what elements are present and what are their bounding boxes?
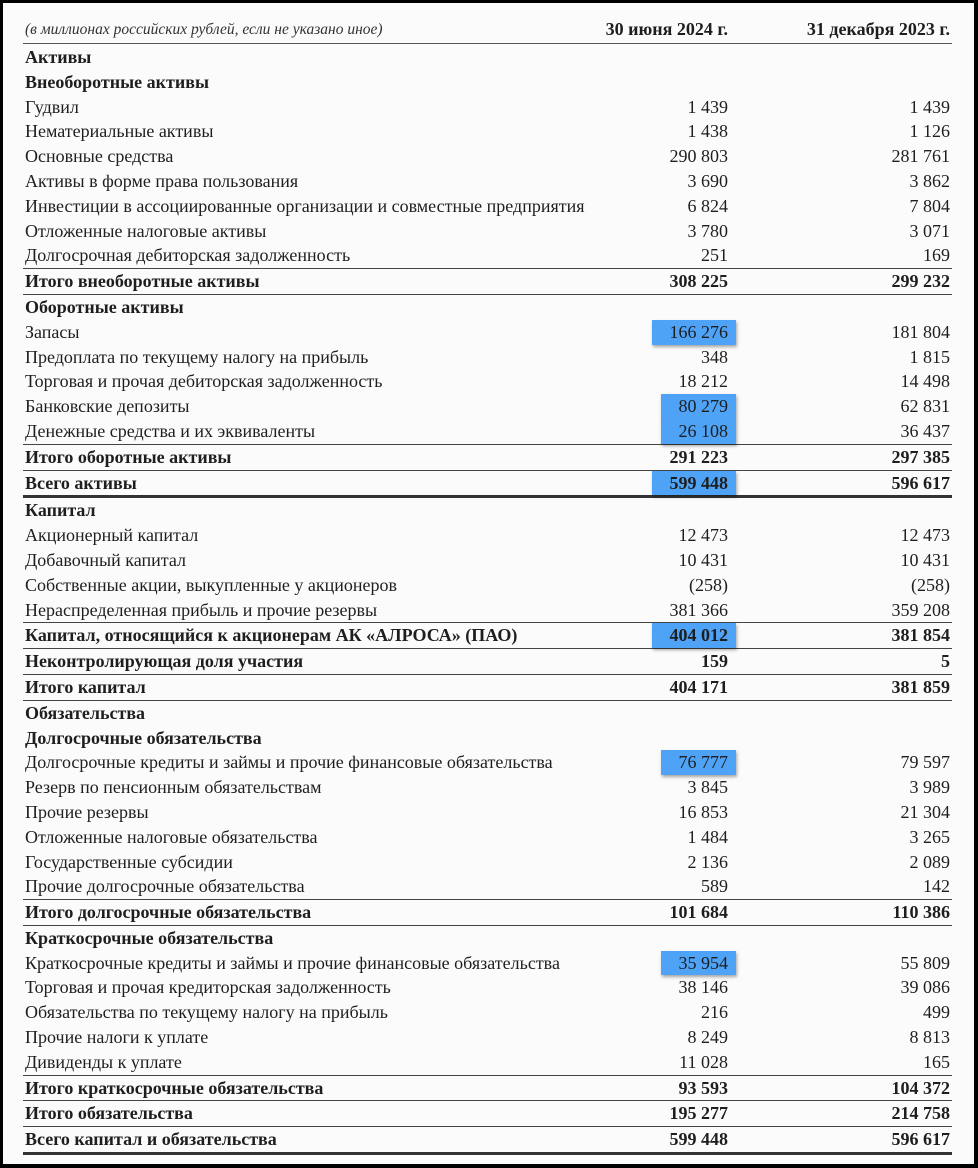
value-2023: 62 831 bbox=[900, 396, 950, 417]
value-2024: 404 171 bbox=[669, 676, 728, 697]
row-label: Долгосрочная дебиторская задолженность bbox=[25, 245, 351, 266]
total-row bbox=[23, 1127, 952, 1155]
section-heading-row bbox=[23, 726, 952, 751]
total-row bbox=[23, 1101, 952, 1127]
row-label: Итого внеоборотные активы bbox=[25, 271, 260, 292]
row-label: Внеоборотные активы bbox=[25, 71, 210, 92]
value-2023: 359 208 bbox=[891, 599, 950, 620]
table-row bbox=[23, 874, 952, 900]
value-2023: 1 126 bbox=[909, 121, 950, 142]
value-2023: (258) bbox=[911, 574, 950, 595]
row-label: Итого капитал bbox=[25, 676, 146, 697]
value-2024: 290 803 bbox=[669, 146, 728, 167]
total-row bbox=[23, 900, 952, 926]
value-2024: 251 bbox=[701, 245, 728, 266]
table-row bbox=[23, 975, 952, 1000]
value-2024: 348 bbox=[701, 346, 728, 367]
highlighted-value-2024: 166 276 bbox=[652, 320, 737, 345]
value-2023: 10 431 bbox=[900, 549, 950, 570]
value-2023: 596 617 bbox=[891, 472, 950, 493]
highlighted-value-2024: 599 448 bbox=[652, 471, 737, 496]
row-label: Добавочный капитал bbox=[25, 549, 186, 570]
row-label: Активы bbox=[25, 47, 92, 67]
table-row bbox=[23, 800, 952, 825]
value-2023: 165 bbox=[923, 1051, 950, 1072]
table-row bbox=[23, 419, 952, 445]
table-row bbox=[23, 951, 952, 976]
total-row bbox=[23, 623, 952, 649]
row-label: Активы в форме права пользования bbox=[25, 170, 299, 191]
row-label: Торговая и прочая дебиторская задолженность bbox=[25, 371, 383, 392]
value-2023: 12 473 bbox=[900, 525, 950, 546]
value-2024: 16 853 bbox=[678, 801, 728, 822]
row-label: Итого краткосрочные обязательства bbox=[25, 1077, 324, 1098]
row-label: Итого долгосрочные обязательства bbox=[25, 902, 312, 923]
value-2024: 2 136 bbox=[687, 851, 728, 872]
value-2023: 55 809 bbox=[900, 952, 950, 973]
total-row bbox=[23, 471, 952, 499]
value-2024: (258) bbox=[689, 574, 728, 595]
total-row bbox=[23, 649, 952, 675]
value-2024: 101 684 bbox=[669, 902, 728, 923]
balance-sheet-page bbox=[3, 3, 974, 1164]
value-2024: 291 223 bbox=[669, 446, 728, 467]
row-label: Основные средства bbox=[25, 146, 174, 167]
row-label: Отложенные налоговые активы bbox=[25, 220, 267, 241]
value-2023: 110 386 bbox=[892, 902, 950, 923]
value-2024: 38 146 bbox=[678, 977, 728, 998]
section-heading-row bbox=[23, 701, 952, 726]
row-label: Обязательства bbox=[25, 702, 146, 723]
section-heading-row bbox=[23, 498, 952, 523]
value-2024: 12 473 bbox=[678, 525, 728, 546]
value-2024: 308 225 bbox=[669, 271, 728, 292]
value-2023: 3 862 bbox=[909, 170, 950, 191]
row-label: Всего капитал и обязательства bbox=[25, 1129, 277, 1150]
value-2024: 589 bbox=[701, 876, 728, 897]
table-row bbox=[23, 144, 952, 169]
value-2024: 93 593 bbox=[678, 1077, 728, 1098]
value-2023: 39 086 bbox=[900, 977, 950, 998]
value-2024: 6 824 bbox=[687, 195, 728, 216]
table-row bbox=[23, 1000, 952, 1025]
table-row bbox=[23, 219, 952, 244]
value-2023: 381 854 bbox=[891, 625, 950, 646]
table-row bbox=[23, 95, 952, 120]
row-label: Резерв по пенсионным обязательствам bbox=[25, 777, 322, 798]
highlighted-value-2024: 80 279 bbox=[661, 394, 737, 419]
section-heading-row bbox=[23, 295, 952, 320]
row-label: Прочие налоги к уплате bbox=[25, 1027, 209, 1048]
total-row bbox=[23, 1076, 952, 1102]
value-2023: 79 597 bbox=[900, 752, 950, 773]
table-row bbox=[23, 394, 952, 419]
highlighted-value-2024: 404 012 bbox=[652, 623, 737, 648]
total-row bbox=[23, 269, 952, 295]
section-heading-row bbox=[23, 926, 952, 951]
table-header bbox=[23, 17, 952, 44]
column-header-2023: 31 декабря 2023 г. bbox=[806, 19, 950, 39]
value-2023: 299 232 bbox=[891, 271, 950, 292]
value-2024: 3 845 bbox=[687, 777, 728, 798]
row-label: Итого оборотные активы bbox=[25, 446, 232, 467]
value-2023: 214 758 bbox=[891, 1103, 950, 1124]
value-2023: 14 498 bbox=[900, 371, 950, 392]
row-label: Прочие резервы bbox=[25, 801, 149, 822]
section-heading-row bbox=[23, 70, 952, 95]
total-row bbox=[23, 675, 952, 701]
table-row bbox=[23, 119, 952, 144]
row-label: Банковские депозиты bbox=[25, 396, 190, 417]
total-row bbox=[23, 445, 952, 471]
table-row bbox=[23, 369, 952, 394]
value-2023: 169 bbox=[923, 245, 950, 266]
table-row bbox=[23, 825, 952, 850]
row-label: Долгосрочные обязательства bbox=[25, 727, 262, 748]
value-2023: 596 617 bbox=[891, 1129, 950, 1150]
row-label: Неконтролирующая доля участия bbox=[25, 651, 304, 672]
highlighted-value-2024: 76 777 bbox=[661, 750, 737, 775]
table-row bbox=[23, 345, 952, 370]
row-label: Государственные субсидии bbox=[25, 851, 233, 872]
row-label: Дивиденды к уплате bbox=[25, 1051, 182, 1072]
row-label: Долгосрочные кредиты и займы и прочие финансовые обязательства bbox=[25, 752, 553, 773]
value-2023: 3 265 bbox=[909, 826, 950, 847]
row-label: Прочие долгосрочные обязательства bbox=[25, 876, 305, 897]
row-label: Собственные акции, выкупленные у акционеров bbox=[25, 574, 398, 595]
value-2024: 159 bbox=[701, 651, 728, 672]
value-2024: 381 366 bbox=[669, 599, 728, 620]
table-row bbox=[23, 194, 952, 219]
row-label: Предоплата по текущему налогу на прибыль bbox=[25, 346, 369, 367]
value-2023: 1 439 bbox=[909, 96, 950, 117]
highlighted-value-2024: 35 954 bbox=[661, 951, 737, 976]
section-heading-row bbox=[23, 45, 952, 70]
row-label: Нераспределенная прибыль и прочие резервы bbox=[25, 599, 378, 620]
row-label: Отложенные налоговые обязательства bbox=[25, 826, 318, 847]
row-label: Гудвил bbox=[25, 96, 79, 117]
table-row bbox=[23, 573, 952, 598]
value-2024: 1 484 bbox=[687, 826, 728, 847]
balance-sheet-table bbox=[23, 45, 952, 1155]
value-2024: 11 028 bbox=[679, 1051, 728, 1072]
value-2023: 21 304 bbox=[900, 801, 950, 822]
value-2023: 1 815 bbox=[909, 346, 950, 367]
value-2024: 1 438 bbox=[687, 121, 728, 142]
table-row bbox=[23, 169, 952, 194]
row-label: Торговая и прочая кредиторская задолженность bbox=[25, 977, 391, 998]
value-2023: 7 804 bbox=[909, 195, 950, 216]
table-row bbox=[23, 598, 952, 624]
value-2024: 3 690 bbox=[687, 170, 728, 191]
table-row bbox=[23, 850, 952, 875]
value-2023: 36 437 bbox=[900, 420, 950, 441]
row-label: Запасы bbox=[25, 321, 80, 342]
units-note: (в миллионах российских рублей, если не указано иное) bbox=[25, 21, 383, 38]
value-2023: 104 372 bbox=[891, 1077, 950, 1098]
value-2024: 599 448 bbox=[669, 1129, 728, 1150]
table-row bbox=[23, 523, 952, 548]
column-header-2024: 30 июня 2024 г. bbox=[605, 19, 728, 39]
value-2023: 3 071 bbox=[909, 220, 950, 241]
row-label: Капитал, относящийся к акционерам АК «АЛРОСА» (ПАО) bbox=[25, 625, 518, 646]
value-2023: 142 bbox=[923, 876, 950, 897]
value-2024: 8 249 bbox=[687, 1027, 728, 1048]
row-label: Акционерный капитал bbox=[25, 525, 199, 546]
value-2023: 281 761 bbox=[891, 146, 950, 167]
value-2024: 195 277 bbox=[669, 1103, 728, 1124]
row-label: Всего активы bbox=[25, 472, 137, 493]
value-2023: 499 bbox=[923, 1002, 950, 1023]
value-2023: 2 089 bbox=[909, 851, 950, 872]
highlighted-value-2024: 26 108 bbox=[661, 419, 737, 444]
table-row bbox=[23, 320, 952, 345]
value-2023: 297 385 bbox=[891, 446, 950, 467]
row-label: Оборотные активы bbox=[25, 296, 184, 317]
table-row bbox=[23, 243, 952, 269]
table-row bbox=[23, 1025, 952, 1050]
table-row bbox=[23, 775, 952, 800]
row-label: Нематериальные активы bbox=[25, 121, 214, 142]
table-row bbox=[23, 750, 952, 775]
value-2023: 8 813 bbox=[909, 1027, 950, 1048]
value-2023: 3 989 bbox=[909, 777, 950, 798]
row-label: Инвестиции в ассоциированные организации и совместные предприятия bbox=[25, 195, 585, 216]
value-2024: 18 212 bbox=[678, 371, 728, 392]
value-2024: 216 bbox=[701, 1002, 728, 1023]
table-row bbox=[23, 1050, 952, 1076]
row-label: Краткосрочные кредиты и займы и прочие финансовые обязательства bbox=[25, 952, 560, 973]
value-2023: 381 859 bbox=[891, 676, 950, 697]
table-row bbox=[23, 548, 952, 573]
value-2024: 10 431 bbox=[678, 549, 728, 570]
row-label: Итого обязательства bbox=[25, 1103, 193, 1124]
value-2024: 1 439 bbox=[687, 96, 728, 117]
value-2024: 3 780 bbox=[687, 220, 728, 241]
row-label: Краткосрочные обязательства bbox=[25, 927, 274, 948]
value-2023: 181 804 bbox=[891, 321, 950, 342]
row-label: Обязательства по текущему налогу на прибыль bbox=[25, 1002, 388, 1023]
value-2023: 5 bbox=[941, 651, 950, 672]
row-label: Капитал bbox=[25, 500, 96, 521]
row-label: Денежные средства и их эквиваленты bbox=[25, 420, 316, 441]
